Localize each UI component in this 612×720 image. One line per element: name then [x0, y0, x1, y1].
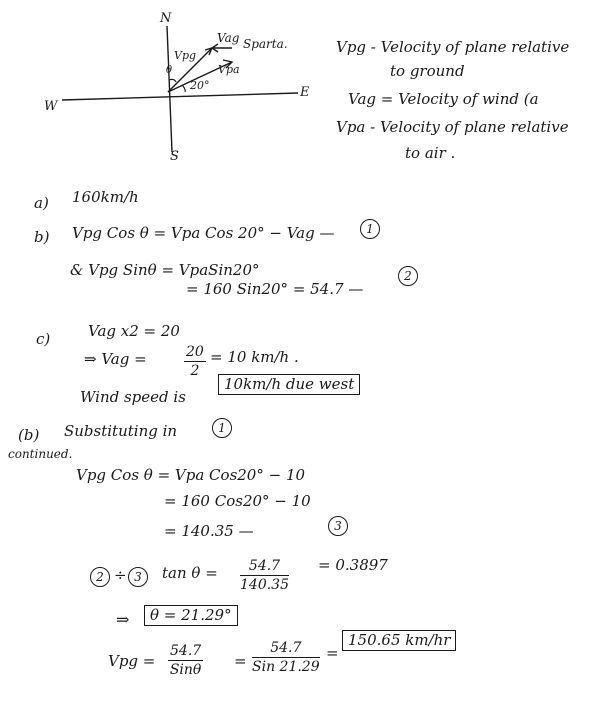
part-c-label: c)	[36, 330, 51, 348]
div-eq3-ref: 3	[128, 567, 148, 587]
theta-result: θ = 21.29°	[144, 605, 238, 626]
part-b-eq2-cont: = 160 Sin20° = 54.7 —	[186, 280, 364, 298]
vpg-equals-2: =	[326, 644, 339, 662]
part-b-eq2: & Vpg Sinθ = VpaSin20°	[70, 261, 260, 279]
legend-vpa: Vpa - Velocity of plane relative	[336, 118, 569, 136]
substituting-heading: Substituting in	[64, 422, 178, 440]
eq1-number: 1	[360, 219, 380, 239]
theta-arrow: ⇒	[116, 610, 130, 629]
angle-20-label: 20°	[190, 79, 210, 92]
west-east-axis	[62, 93, 298, 100]
tan-label: tan θ =	[162, 564, 218, 582]
fraction-denominator: 2	[190, 363, 200, 379]
part-a-value: 160km/h	[72, 188, 139, 206]
vpg-fraction-1	[168, 643, 203, 678]
cont-line2: = 160 Cos20° − 10	[164, 492, 311, 510]
heading-eq-number: 1	[212, 418, 232, 438]
cont-line1: Vpg Cos θ = Vpa Cos20° − 10	[76, 466, 306, 484]
part-c-line1: Vag x2 = 20	[88, 322, 180, 340]
sparta-label: Sparta.	[243, 37, 288, 51]
west-label: W	[44, 99, 58, 114]
vpg-fraction-2	[252, 640, 320, 675]
angle-arc-theta	[169, 79, 176, 82]
fraction-numerator: 20	[186, 344, 204, 360]
tan-numerator: 54.7	[240, 558, 289, 576]
cont-line3: = 140.35 —	[164, 522, 254, 540]
legend-vag: Vag = Velocity of wind (a	[348, 90, 539, 108]
part-a-label: a)	[34, 194, 49, 212]
wind-speed-label: Wind speed is	[80, 388, 186, 406]
vpg-final-label: Vpg =	[108, 652, 156, 670]
part-c-fraction	[184, 344, 206, 379]
wind-speed-answer: 10km/h due west	[218, 374, 360, 395]
vpa-label: Vpa	[218, 63, 240, 76]
vpg-fraction-1-numerator: 54.7	[170, 643, 202, 659]
south-label: S	[170, 149, 179, 164]
vpg-fraction-1-denominator: Sinθ	[169, 662, 202, 678]
tan-fraction	[240, 558, 289, 593]
part-b-cont-label: (b)	[18, 426, 40, 444]
east-label: E	[300, 85, 310, 100]
final-answer: 150.65 km/hr	[342, 630, 456, 651]
eq3-number: 3	[328, 516, 348, 536]
vpg-fraction-2-numerator: 54.7	[252, 640, 320, 658]
legend-vpa-cont: to air .	[405, 144, 456, 162]
north-label: N	[160, 11, 172, 26]
theta-label: θ	[166, 65, 173, 76]
part-b-eq1: Vpg Cos θ = Vpa Cos 20° − Vag —	[72, 224, 335, 242]
legend-vpg: Vpg - Velocity of plane relative	[336, 38, 570, 56]
part-c-line2-post: = 10 km/h .	[210, 348, 299, 366]
vpg-label: Vpg	[174, 49, 197, 62]
angle-arc-20	[182, 85, 185, 92]
legend-vpg-cont: to ground	[390, 62, 465, 80]
eq2-number: 2	[398, 266, 418, 286]
tan-denominator: 140.35	[240, 577, 289, 593]
div-eq2-ref: 2	[90, 567, 110, 587]
vpg-fraction-2-denominator: Sin 21.29	[252, 659, 320, 675]
part-c-line2-pre: ⇒ Vag =	[84, 350, 147, 368]
continued-note: continued.	[8, 447, 73, 461]
vag-label: Vag	[217, 31, 240, 45]
part-b-label: b)	[34, 228, 50, 246]
vpg-equals-1: =	[234, 652, 247, 670]
div-sign: ÷	[114, 566, 127, 584]
tan-result: = 0.3897	[318, 556, 388, 574]
